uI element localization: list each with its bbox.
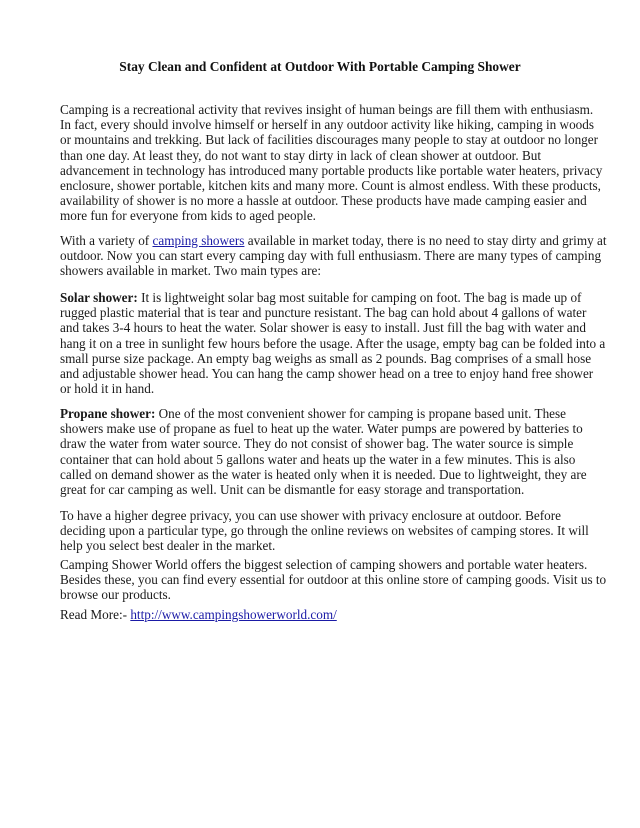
text-line: outdoor. Now you can start every camping day with full enthusiasm. There are many types of camping <box>60 248 602 264</box>
camping-showers-link[interactable]: camping showers <box>152 233 245 248</box>
text-line: container that can hold about 5 gallons water and heats up the water in a few minutes. This is also <box>60 451 576 467</box>
text-line <box>60 607 600 622</box>
privacy-paragraph <box>60 508 600 554</box>
solar-shower-paragraph <box>60 290 606 397</box>
text-line: browse our products. <box>60 587 171 603</box>
document-title: Stay Clean and Confident at Outdoor With Portable Camping Shower <box>119 59 521 74</box>
text-line: and adjustable shower head. You can hang the camp shower head on a tree to enjoy hand free shower <box>60 366 594 382</box>
text-line: hang it on a tree in sunlight few hours before the usage. After the usage, empty bag can be folded into a <box>60 335 606 351</box>
text-line: help you select best dealer in the market. <box>60 538 276 554</box>
text-line: showers available in market. Two main types are: <box>60 263 322 279</box>
text-line <box>60 406 600 421</box>
variety-paragraph <box>60 233 607 279</box>
propane-shower-paragraph <box>60 406 600 497</box>
text-line: deciding upon a particular type, go through the online reviews on websites of camping stores. It will <box>60 523 589 539</box>
text-line: more fun for everyone from kids to aged people. <box>60 208 316 224</box>
text-line: rugged plastic material that is tear and puncture resistant. The bag can hold about 4 gallons of water <box>60 305 587 321</box>
text-segment: It is lightweight solar bag most suitable for camping on foot. The bag is made up of <box>137 290 582 305</box>
text-line: or mountains and trekking. But lack of facilities discourages many people to stay at outdoor no longer <box>60 132 598 148</box>
text-line: great for car camping as well. Unit can be dismantle for easy storage and transportation. <box>60 482 525 498</box>
read-more-line <box>60 607 600 622</box>
text-line: and takes 3-4 hours to heat the water. Solar shower is easy to install. Just fill the bag with water and <box>60 320 586 336</box>
text-line <box>60 233 607 248</box>
website-link[interactable]: http://www.campingshowerworld.com/ <box>130 607 337 622</box>
store-paragraph <box>60 557 607 603</box>
text-line: availability of shower is no more a hassle at outdoor. These products have made camping easier and <box>60 193 587 209</box>
text-line: small purse size package. An empty bag weighs as small as 2 pounds. Bag comprises of a small hose <box>60 350 592 366</box>
text-segment: available in market today, there is no need to stay dirty and grimy at <box>244 233 607 248</box>
text-line: showers make use of propane as fuel to heat up the water. Water pumps are powered by batteries to <box>60 421 583 437</box>
text-line: advancement in technology has introduced many portable products like portable water heaters, privacy <box>60 162 603 178</box>
intro-paragraph <box>60 102 603 224</box>
text-segment: With a variety of <box>60 233 153 248</box>
text-line: called on demand shower as the water is heated only when it is needed. Due to lightweight, they are <box>60 466 587 482</box>
solar-shower-heading: Solar shower: <box>60 290 138 305</box>
text-line: Camping Shower World offers the biggest selection of camping showers and portable water heaters. <box>60 557 588 572</box>
text-line: Besides these, you can find every essential for outdoor at this online store of camping goods. Visit us to <box>60 572 607 588</box>
text-segment: One of the most convenient shower for camping is propane based unit. These <box>155 406 567 421</box>
read-more-label: Read More:- <box>60 607 131 622</box>
text-line: draw the water from water source. They do not consist of shower bag. The water source is simple <box>60 436 574 452</box>
text-line: In fact, every should involve himself or herself in any outdoor activity like hiking, camping in woods <box>60 117 594 133</box>
text-line <box>60 290 600 305</box>
text-line: To have a higher degree privacy, you can use shower with privacy enclosure at outdoor. Before <box>60 508 561 523</box>
propane-shower-heading: Propane shower: <box>60 406 156 421</box>
text-line: Camping is a recreational activity that revives insight of human beings are fill them with enthusiasm. <box>60 102 594 117</box>
text-line: or hold it in hand. <box>60 381 155 397</box>
text-line: than one day. At least they, do not want to stay dirty in lack of clean shower at outdoor. But <box>60 147 541 163</box>
text-line: enclosure, shower portable, kitchen kits and many more. Count is almost endless. With these products, <box>60 178 601 194</box>
